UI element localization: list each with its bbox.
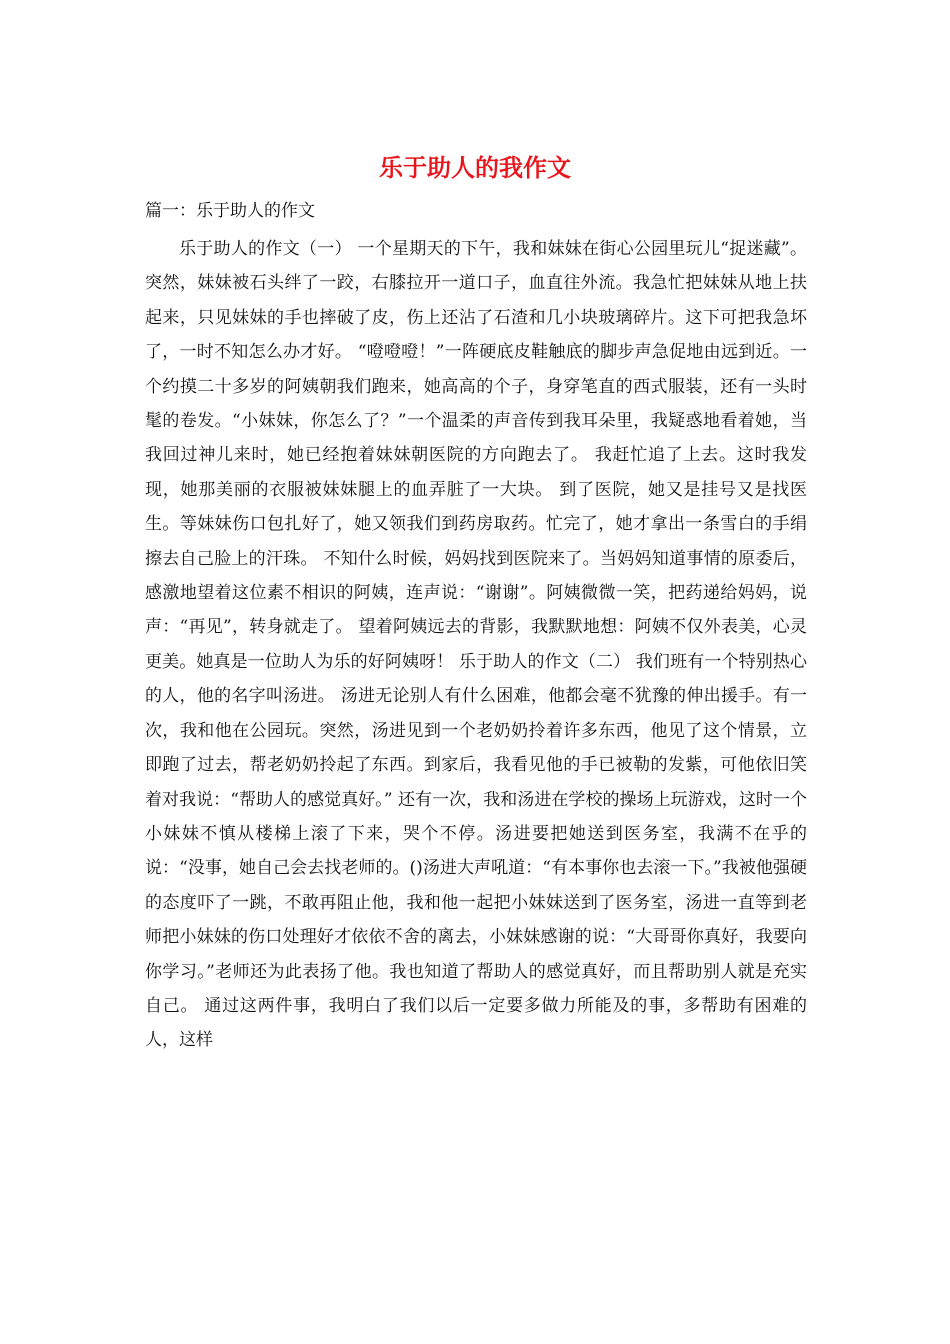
section-heading: 篇一：乐于助人的作文 <box>145 201 315 221</box>
essay-body: 乐于助人的作文（一） 一个星期天的下午，我和妹妹在街心公园里玩儿“捉迷藏”。 突然，妹妹被石头绊了一跤，右膝拉开一道口子，血直往外流。我急忙把妹妹从地上扶起来，只见妹妹的手也摔破了皮，伤上还沾了石渣和几小块玻璃碎片。这下可把我急坏了，一时不知怎么办才好。 “噔噔噔！”一阵硬底皮鞋触底的脚步声急促地由远到近。一个约摸二十多岁的阿姨朝我们跑来，她高高的个子，身穿笔直的西式服装，还有一头时髦的卷发。“小妹妹，你怎么了？”一个温柔的声音传到我耳朵里，我疑惑地看着她，当我回过神儿来时，她已经抱着妹妹朝医院的方向跑去了。 我赶忙追了上去。这时我发现，她那美丽的衣服被妹妹腿上的血弄脏了一大块。 到了医院，她又是挂号又是找医生。等妹妹伤口包扎好了，她又领我们到药房取药。忙完了，她才拿出一条雪白的手绢擦去自己脸上的汗珠。 不知什么时候，妈妈找到医院来了。当妈妈知道事情的原委后，感激地望着这位素不相识的阿姨，连声说：“谢谢”。阿姨微微一笑，把药递给妈妈，说声：“再见”，转身就走了。 望着阿姨远去的背影，我默默地想：阿姨不仅外表美，心灵更美。她真是一位助人为乐的好阿姨呀！ 乐于助人的作文（二） 我们班有一个特别热心的人，他的名字叫汤进。 汤进无论别人有什么困难，他都会毫不犹豫的伸出援手。有一次，我和他在公园玩。突然，汤进见到一个老奶奶拎着许多东西，他见了这个情景，立即跑了过去，帮老奶奶拎起了东西。到家后，我看见他的手已被勒的发紫，可他依旧笑着对我说：“帮助人的感觉真好。” 还有一次，我和汤进在学校的操场上玩游戏，这时一个小妹妹不慎从楼梯上滚了下来，哭个不停。汤进要把她送到医务室，我满不在乎的说：“没事，她自己会去找老师的。()汤进大声吼道：“有本事你也去滚一下。”我被他强硬的态度吓了一跳，不敢再阻止他，我和他一起把小妹妹送到了医务室，汤进一直等到老师把小妹妹的伤口处理好才依依不舍的离去，小妹妹感谢的说：“大哥哥你真好，我要向你学习。”老师还为此表扬了他。我也知道了帮助人的感觉真好，而且帮助别人就是充实自己。 通过这两件事，我明白了我们以后一定要多做力所能及的事，多帮助有困难的人，这样 <box>145 239 807 1051</box>
document-title: 乐于助人的我作文 <box>379 153 571 182</box>
